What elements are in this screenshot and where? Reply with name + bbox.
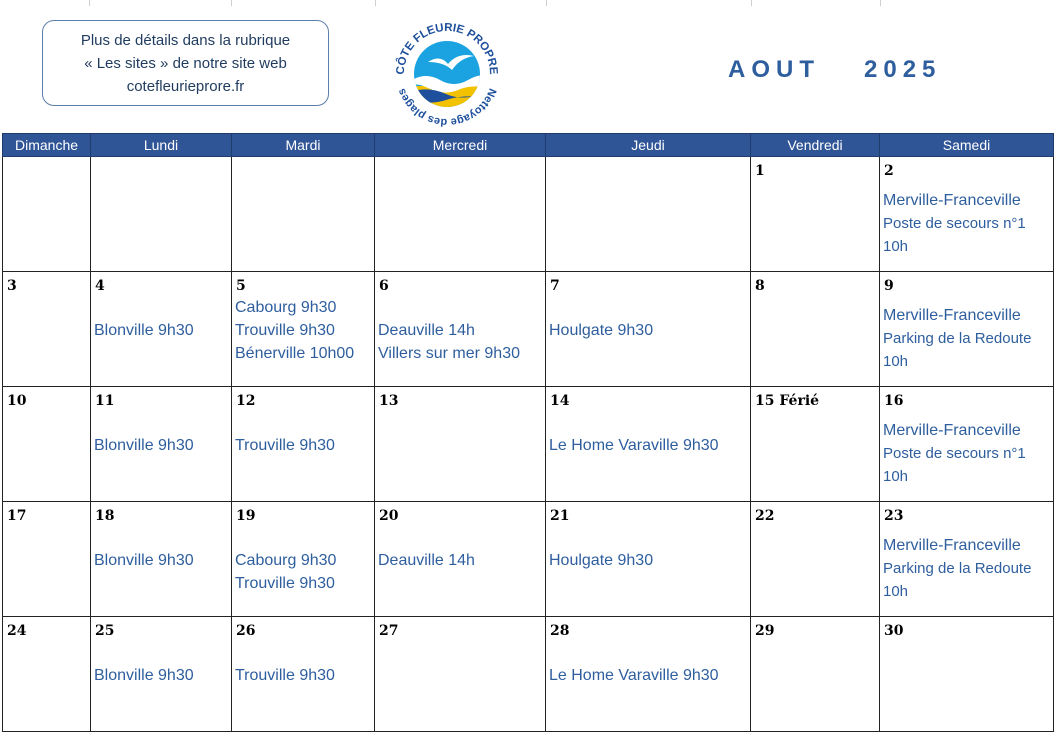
event-text: Cabourg 9h30 — [235, 552, 337, 569]
day-cell — [375, 387, 546, 502]
event-text: Houlgate 9h30 — [549, 322, 654, 339]
day-cell — [880, 502, 1054, 617]
day-cell — [375, 502, 546, 617]
day-number — [91, 157, 231, 181]
day-cell — [546, 157, 751, 272]
event-text: Le Home Varaville 9h30 — [549, 667, 719, 684]
day-cell — [375, 272, 546, 387]
weekday-wednesday: Mercredi — [375, 134, 546, 157]
day-cell — [546, 272, 751, 387]
event-block — [91, 641, 231, 687]
event-block — [375, 296, 545, 365]
day-number: 17 — [7, 508, 27, 524]
seagull-wave-logo — [388, 14, 506, 132]
event-block — [91, 526, 231, 572]
day-cell — [91, 272, 232, 387]
day-number: 9 — [884, 278, 894, 294]
day-cell — [3, 157, 91, 272]
event-text: Trouville 9h30 — [235, 667, 335, 684]
day-number: 22 — [755, 508, 775, 524]
event-block — [880, 296, 1053, 373]
day-number: 16 — [884, 393, 904, 409]
event-block — [880, 181, 1053, 258]
event-text: Parking de la Redoute — [883, 330, 1032, 347]
event-text: Blonville 9h30 — [94, 322, 194, 339]
day-cell — [91, 387, 232, 502]
logo-top-text: CÔTE FLEURIE PROPRE — [394, 21, 500, 75]
day-number: 8 — [755, 278, 765, 294]
event-text: Merville-Franceville — [883, 192, 1021, 209]
day-number: 19 — [236, 508, 256, 524]
day-number: 13 — [379, 393, 399, 409]
day-number: 15 Férié — [755, 393, 820, 409]
event-text: Poste de secours n°1 — [883, 445, 1026, 462]
event-text: Merville-Franceville — [883, 537, 1021, 554]
week-row — [3, 502, 1054, 617]
day-number — [546, 157, 750, 181]
day-number: 3 — [7, 278, 17, 294]
day-cell — [91, 157, 232, 272]
day-cell — [3, 617, 91, 732]
event-text: Blonville 9h30 — [94, 552, 194, 569]
event-text: Cabourg 9h30 — [235, 299, 337, 316]
event-block — [232, 526, 374, 595]
day-number: 14 — [550, 393, 570, 409]
day-cell — [232, 502, 375, 617]
event-text: Deauville 14h — [378, 322, 475, 339]
event-text: Bénerville 10h00 — [235, 345, 355, 362]
event-block — [880, 411, 1053, 488]
day-number: 25 — [95, 623, 115, 639]
day-cell — [546, 502, 751, 617]
day-cell — [232, 157, 375, 272]
event-block — [880, 526, 1053, 603]
week-row — [3, 617, 1054, 732]
event-text: Blonville 9h30 — [94, 667, 194, 684]
weekday-saturday: Samedi — [880, 134, 1054, 157]
event-block — [91, 411, 231, 457]
info-line-1: Plus de détails dans la rubrique — [80, 31, 291, 49]
event-text: Deauville 14h — [378, 552, 475, 569]
day-number — [232, 157, 374, 181]
week-row — [3, 272, 1054, 387]
event-text: 10h — [883, 583, 909, 600]
day-number: 18 — [95, 508, 115, 524]
week-row — [3, 387, 1054, 502]
event-block — [232, 296, 374, 365]
day-cell — [91, 617, 232, 732]
day-number: 5 — [236, 278, 246, 294]
day-cell — [375, 157, 546, 272]
day-cell — [232, 272, 375, 387]
day-cell — [546, 617, 751, 732]
day-number: 23 — [884, 508, 904, 524]
day-cell — [232, 617, 375, 732]
day-number: 1 — [755, 163, 765, 179]
event-block — [375, 526, 545, 572]
day-cell — [751, 387, 880, 502]
month-title — [728, 56, 941, 84]
day-number: 20 — [379, 508, 399, 524]
day-number: 27 — [379, 623, 399, 639]
event-block — [91, 296, 231, 342]
day-cell — [3, 502, 91, 617]
day-number: 4 — [95, 278, 105, 294]
info-line-2: « Les sites » de notre site web — [84, 54, 287, 72]
calendar-grid — [2, 133, 1054, 732]
event-block — [232, 641, 374, 687]
info-box — [42, 20, 329, 106]
info-line-3: cotefleurieprore.fr — [126, 77, 245, 95]
event-text: Merville-Franceville — [883, 307, 1021, 324]
day-cell — [880, 157, 1054, 272]
day-number: 10 — [7, 393, 27, 409]
day-number: 2 — [884, 163, 894, 179]
day-number: 29 — [755, 623, 775, 639]
day-cell — [546, 387, 751, 502]
event-block — [546, 641, 750, 687]
day-cell — [880, 617, 1054, 732]
day-number: 30 — [884, 623, 904, 639]
logo-bottom-text: Nettoyage des plages — [395, 86, 499, 129]
year: 2025 — [864, 56, 942, 83]
day-cell — [880, 387, 1054, 502]
weekday-thursday: Jeudi — [546, 134, 751, 157]
day-number: 12 — [236, 393, 256, 409]
event-text: Poste de secours n°1 — [883, 215, 1026, 232]
day-number: 26 — [236, 623, 256, 639]
event-block — [546, 296, 750, 342]
event-block — [546, 411, 750, 457]
event-text: Parking de la Redoute — [883, 560, 1032, 577]
weekday-friday: Vendredi — [751, 134, 880, 157]
weekday-tuesday: Mardi — [232, 134, 375, 157]
day-cell — [375, 617, 546, 732]
event-text: Trouville 9h30 — [235, 575, 335, 592]
day-number — [375, 157, 545, 181]
weekday-sunday: Dimanche — [3, 134, 91, 157]
day-number: 24 — [7, 623, 27, 639]
day-cell — [751, 157, 880, 272]
day-cell — [880, 272, 1054, 387]
event-text: Houlgate 9h30 — [549, 552, 654, 569]
month-name: AOUT — [728, 56, 820, 83]
event-text: Le Home Varaville 9h30 — [549, 437, 719, 454]
calendar-header — [0, 6, 1055, 132]
day-cell — [91, 502, 232, 617]
event-text: Merville-Franceville — [883, 422, 1021, 439]
day-number: 28 — [550, 623, 570, 639]
event-block — [232, 411, 374, 457]
day-number: 7 — [550, 278, 560, 294]
day-cell — [751, 272, 880, 387]
day-cell — [751, 617, 880, 732]
event-text: Blonville 9h30 — [94, 437, 194, 454]
day-number: 11 — [95, 393, 115, 409]
weekday-header-row — [3, 134, 1054, 157]
day-cell — [232, 387, 375, 502]
event-text: 10h — [883, 353, 909, 370]
week-row — [3, 157, 1054, 272]
day-cell — [3, 387, 91, 502]
event-text: Trouville 9h30 — [235, 437, 335, 454]
weekday-monday: Lundi — [91, 134, 232, 157]
event-text: Trouville 9h30 — [235, 322, 335, 339]
day-cell — [751, 502, 880, 617]
event-block — [546, 526, 750, 572]
event-text: 10h — [883, 238, 909, 255]
day-number — [3, 157, 90, 181]
day-number: 21 — [550, 508, 570, 524]
day-cell — [3, 272, 91, 387]
event-text: Villers sur mer 9h30 — [378, 345, 520, 362]
day-number: 6 — [379, 278, 389, 294]
event-text: 10h — [883, 468, 909, 485]
